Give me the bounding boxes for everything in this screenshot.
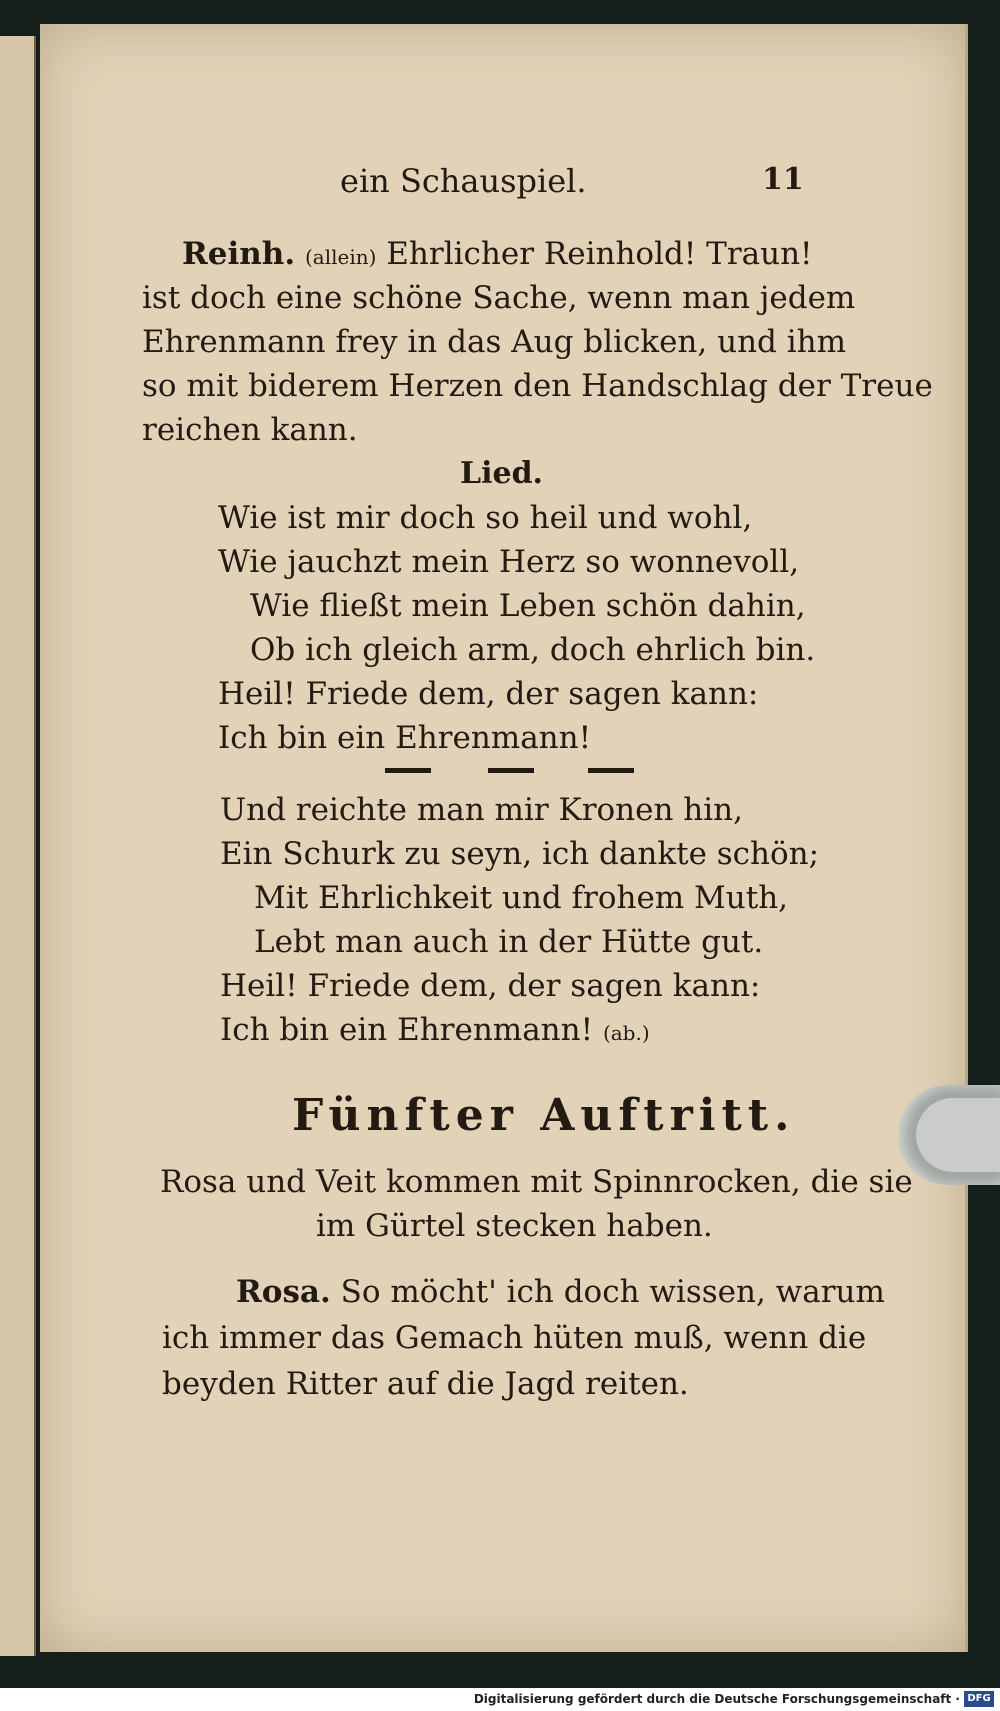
speech-first-line — [236, 1274, 885, 1310]
verse-line: Ein Schurk zu seyn, ich dankte schön; — [220, 836, 820, 872]
separator-dash — [385, 768, 431, 773]
speech-first-line — [182, 236, 813, 272]
verse-line: Und reichte man mir Kronen hin, — [220, 792, 744, 828]
dfg-logo: DFG — [964, 1691, 994, 1707]
verse-line: Heil! Friede dem, der sagen kann: — [218, 676, 759, 712]
stage-direction: (allein) — [305, 245, 377, 269]
verse-line: Ob ich gleich arm, doch ehrlich bin. — [250, 632, 816, 668]
running-header: ein Schauspiel. — [340, 162, 587, 200]
speech-line: ist doch eine schöne Sache, wenn man jedem — [142, 280, 856, 316]
separator-dash — [488, 768, 534, 773]
verse-line: Heil! Friede dem, der sagen kann: — [220, 968, 761, 1004]
verse-line: Wie jauchzt mein Herz so wonnevoll, — [218, 544, 800, 580]
speech-line: so mit biderem Herzen den Handschlag der Treue — [142, 368, 933, 404]
verse-line: Mit Ehrlichkeit und frohem Muth, — [254, 880, 789, 916]
speech-text: Ehrlicher Reinhold! Traun! — [386, 236, 813, 272]
digitization-footer — [0, 1688, 1000, 1711]
verse-line: Wie fließt mein Leben schön dahin, — [250, 588, 806, 624]
speaker-name: Reinh. — [182, 236, 296, 272]
verse-line-with-exit — [220, 1012, 650, 1048]
verse-text: Ich bin ein Ehrenmann! — [220, 1012, 594, 1048]
scene-title: Fünfter Auftritt. — [292, 1090, 796, 1141]
page-number: 11 — [762, 162, 804, 197]
verse-line: Lebt man auch in der Hütte gut. — [254, 924, 764, 960]
speech-line: Ehrenmann frey in das Aug blicken, und ihm — [142, 324, 847, 360]
page-clip-highlight — [916, 1098, 1000, 1172]
speech-line: reichen kann. — [142, 412, 358, 448]
scene-direction-line: im Gürtel stecken haben. — [316, 1208, 713, 1244]
song-title: Lied. — [460, 456, 543, 491]
speech-line: ich immer das Gemach hüten muß, wenn die — [162, 1320, 867, 1356]
speech-line: beyden Ritter auf die Jagd reiten. — [162, 1366, 689, 1402]
speaker-name: Rosa. — [236, 1274, 331, 1310]
verse-line: Wie ist mir doch so heil und wohl, — [218, 500, 753, 536]
verse-line: Ich bin ein Ehrenmann! — [218, 720, 592, 756]
previous-page-edge — [0, 36, 36, 1656]
scene-direction-line: Rosa und Veit kommen mit Spinnrocken, die sie — [160, 1164, 913, 1200]
exit-note: (ab.) — [602, 1021, 650, 1045]
speech-text: So möcht' ich doch wissen, warum — [340, 1274, 885, 1310]
footer-credit: Digitalisierung gefördert durch die Deutsche Forschungsgemeinschaft · — [473, 1692, 960, 1706]
separator-dash — [588, 768, 634, 773]
